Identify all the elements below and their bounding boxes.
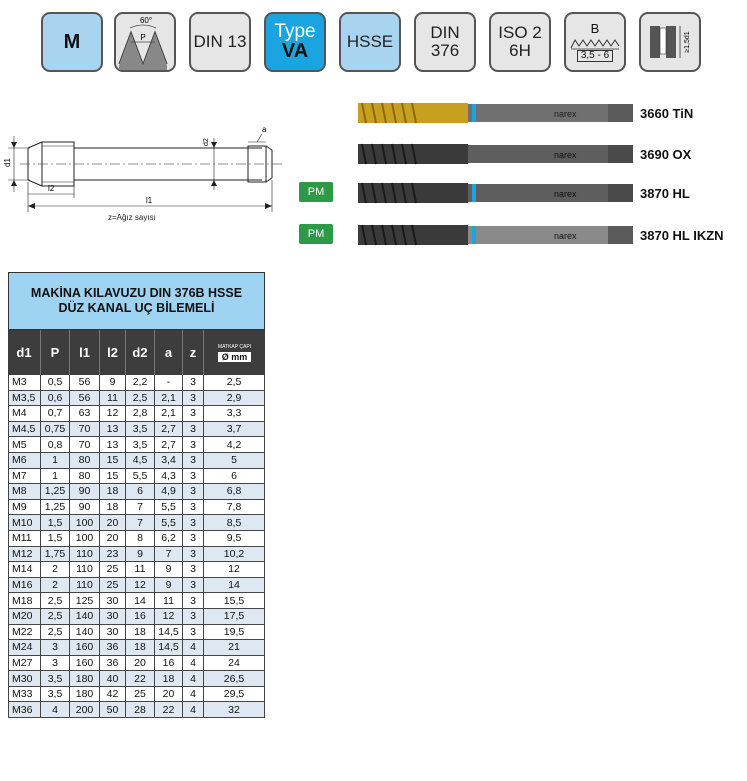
angle-label: 60° xyxy=(139,16,153,25)
thread-profile-icon xyxy=(116,14,174,70)
l2-label: l2 xyxy=(48,184,55,193)
cell-a: 22 xyxy=(155,702,183,718)
col-header-l1: l1 xyxy=(70,330,100,375)
table-row xyxy=(8,562,265,578)
cell-l1: 180 xyxy=(70,671,100,687)
pm-badge: PM xyxy=(299,224,333,244)
col-header-p: P xyxy=(41,330,70,375)
cell-z: 3 xyxy=(183,547,204,563)
cell-z: 3 xyxy=(183,375,204,391)
cell-l2: 36 xyxy=(100,640,126,656)
cell-d2: 20 xyxy=(126,656,155,672)
cell-drill: 3,3 xyxy=(204,406,265,422)
cell-a: 5,5 xyxy=(155,515,183,531)
cell-d1: M20 xyxy=(8,609,41,625)
d1-label: d1 xyxy=(3,158,12,167)
tool-3870-hl-label: 3870 HL xyxy=(640,186,690,201)
cell-z: 3 xyxy=(183,562,204,578)
cell-p: 4 xyxy=(41,702,70,718)
col-header-z: z xyxy=(183,330,204,375)
table-row xyxy=(8,656,265,672)
cell-d1: M22 xyxy=(8,625,41,641)
cell-d1: M12 xyxy=(8,547,41,563)
col-header-d1: d1 xyxy=(8,330,41,375)
cell-drill: 26,5 xyxy=(204,671,265,687)
cell-d2: 6 xyxy=(126,484,155,500)
din13-tile xyxy=(189,12,251,72)
table-row xyxy=(8,609,265,625)
tool-3660-label: 3660 TiN xyxy=(640,106,694,121)
cell-z: 3 xyxy=(183,515,204,531)
cell-p: 2,5 xyxy=(41,625,70,641)
cell-d1: M4 xyxy=(8,406,41,422)
table-header xyxy=(8,330,265,375)
cell-d2: 28 xyxy=(126,702,155,718)
z-caption: z=Ağız sayısı xyxy=(108,213,156,222)
cell-l1: 70 xyxy=(70,422,100,438)
cell-l2: 20 xyxy=(100,515,126,531)
cell-a: 5,5 xyxy=(155,500,183,516)
cell-p: 0,6 xyxy=(41,391,70,407)
cell-drill: 2,5 xyxy=(204,375,265,391)
cell-drill: 29,5 xyxy=(204,687,265,703)
cell-d2: 4,5 xyxy=(126,453,155,469)
cell-a: 2,7 xyxy=(155,422,183,438)
material-tile xyxy=(41,12,103,72)
cell-drill: 9,5 xyxy=(204,531,265,547)
cell-l2: 15 xyxy=(100,453,126,469)
cell-z: 3 xyxy=(183,578,204,594)
cell-z: 3 xyxy=(183,422,204,438)
cell-d1: M14 xyxy=(8,562,41,578)
cell-p: 1,75 xyxy=(41,547,70,563)
col-header-a: a xyxy=(155,330,183,375)
tool-3690-image xyxy=(358,142,633,166)
cell-drill: 12 xyxy=(204,562,265,578)
cell-d2: 7 xyxy=(126,515,155,531)
cell-l1: 180 xyxy=(70,687,100,703)
cell-d1: M8 xyxy=(8,484,41,500)
drill-header-label: MATKAP ÇAPI xyxy=(217,343,252,350)
tool-3870-hl-image xyxy=(358,181,633,205)
cell-l1: 125 xyxy=(70,593,100,609)
cell-d2: 5,5 xyxy=(126,469,155,485)
cell-d1: M33 xyxy=(8,687,41,703)
cell-l2: 23 xyxy=(100,547,126,563)
cell-d2: 22 xyxy=(126,671,155,687)
cell-a: 4,3 xyxy=(155,469,183,485)
table-row xyxy=(8,671,265,687)
cell-d1: M5 xyxy=(8,437,41,453)
cell-d2: 3,5 xyxy=(126,422,155,438)
cell-d2: 7 xyxy=(126,500,155,516)
table-title-line1: MAKİNA KILAVUZU DIN 376B HSSE xyxy=(30,286,243,300)
cell-l2: 9 xyxy=(100,375,126,391)
table-row xyxy=(8,469,265,485)
cell-drill: 6 xyxy=(204,469,265,485)
cell-p: 2,5 xyxy=(41,593,70,609)
cell-z: 3 xyxy=(183,453,204,469)
depth-label: ≥1,5d1 xyxy=(684,31,691,53)
cell-d2: 2,2 xyxy=(126,375,155,391)
cell-l1: 160 xyxy=(70,656,100,672)
cell-p: 2 xyxy=(41,578,70,594)
cell-d2: 25 xyxy=(126,687,155,703)
cell-z: 4 xyxy=(183,687,204,703)
cell-z: 3 xyxy=(183,500,204,516)
cell-l1: 110 xyxy=(70,562,100,578)
cell-p: 3,5 xyxy=(41,687,70,703)
table-title-line2: DÜZ KANAL UÇ BİLEMELİ xyxy=(58,301,215,315)
chamfer-letter: B xyxy=(590,20,600,36)
cell-drill: 5 xyxy=(204,453,265,469)
cell-a: 4,9 xyxy=(155,484,183,500)
cell-l2: 50 xyxy=(100,702,126,718)
cell-l2: 30 xyxy=(100,609,126,625)
cell-l1: 80 xyxy=(70,453,100,469)
cell-a: 18 xyxy=(155,671,183,687)
table-row xyxy=(8,515,265,531)
pitch-label: P xyxy=(140,33,146,42)
depth-tile xyxy=(639,12,701,72)
cell-l2: 25 xyxy=(100,578,126,594)
cell-d1: M16 xyxy=(8,578,41,594)
din376-tile xyxy=(414,12,476,72)
cell-z: 3 xyxy=(183,469,204,485)
table-row xyxy=(8,687,265,703)
table-row xyxy=(8,702,265,718)
hsse-label: HSSE xyxy=(346,32,394,52)
cell-l1: 56 xyxy=(70,391,100,407)
table-row xyxy=(8,531,265,547)
cell-l1: 140 xyxy=(70,609,100,625)
col-header-drill xyxy=(204,330,265,375)
cell-l1: 90 xyxy=(70,484,100,500)
cell-p: 0,75 xyxy=(41,422,70,438)
cell-d1: M11 xyxy=(8,531,41,547)
cell-z: 3 xyxy=(183,437,204,453)
tool-3870-hl-ikzn-image xyxy=(358,222,633,248)
table-title xyxy=(8,272,265,330)
thread-profile-tile xyxy=(114,12,176,72)
cell-drill: 17,5 xyxy=(204,609,265,625)
brand-label: narex xyxy=(554,231,577,241)
cell-a: 14,5 xyxy=(155,640,183,656)
tool-3690-label: 3690 OX xyxy=(640,147,692,162)
cell-drill: 19,5 xyxy=(204,625,265,641)
table-row xyxy=(8,375,265,391)
cell-p: 1,25 xyxy=(41,484,70,500)
cell-p: 0,7 xyxy=(41,406,70,422)
type-code: VA xyxy=(281,40,309,63)
cell-z: 4 xyxy=(183,671,204,687)
brand-label: narex xyxy=(554,189,577,199)
cell-d1: M10 xyxy=(8,515,41,531)
chamfer-icon xyxy=(569,36,621,50)
cell-drill: 10,2 xyxy=(204,547,265,563)
cell-l1: 80 xyxy=(70,469,100,485)
cell-l2: 25 xyxy=(100,562,126,578)
cell-p: 2 xyxy=(41,562,70,578)
cell-d2: 18 xyxy=(126,640,155,656)
cell-drill: 24 xyxy=(204,656,265,672)
cell-d2: 2,5 xyxy=(126,391,155,407)
cell-a: 20 xyxy=(155,687,183,703)
brand-label: narex xyxy=(554,109,577,119)
cell-p: 1,25 xyxy=(41,500,70,516)
cell-p: 1 xyxy=(41,453,70,469)
table-body xyxy=(8,375,265,718)
tool-3870-hl-ikzn-label: 3870 HL IKZN xyxy=(640,228,724,243)
cell-p: 3,5 xyxy=(41,671,70,687)
cell-d1: M36 xyxy=(8,702,41,718)
table-row xyxy=(8,593,265,609)
cell-d2: 2,8 xyxy=(126,406,155,422)
cell-d2: 3,5 xyxy=(126,437,155,453)
cell-d2: 9 xyxy=(126,547,155,563)
cell-a: 3,4 xyxy=(155,453,183,469)
cell-d1: M18 xyxy=(8,593,41,609)
table-row xyxy=(8,453,265,469)
cell-z: 3 xyxy=(183,593,204,609)
cell-a: 9 xyxy=(155,562,183,578)
chamfer-tile xyxy=(564,12,626,72)
table-row xyxy=(8,625,265,641)
cell-d1: M4,5 xyxy=(8,422,41,438)
cell-a: 2,1 xyxy=(155,391,183,407)
cell-p: 0,8 xyxy=(41,437,70,453)
cell-l1: 63 xyxy=(70,406,100,422)
cell-d1: M6 xyxy=(8,453,41,469)
cell-d2: 8 xyxy=(126,531,155,547)
cell-a: 14,5 xyxy=(155,625,183,641)
cell-d1: M9 xyxy=(8,500,41,516)
cell-l1: 70 xyxy=(70,437,100,453)
cell-drill: 32 xyxy=(204,702,265,718)
cell-l2: 30 xyxy=(100,625,126,641)
cell-l2: 11 xyxy=(100,391,126,407)
cell-a: 9 xyxy=(155,578,183,594)
din376-line2: 376 xyxy=(430,41,460,60)
cell-drill: 21 xyxy=(204,640,265,656)
cell-a: 16 xyxy=(155,656,183,672)
cell-l1: 110 xyxy=(70,578,100,594)
table-row xyxy=(8,484,265,500)
table-row xyxy=(8,547,265,563)
type-va-tile xyxy=(264,12,326,72)
cell-l1: 110 xyxy=(70,547,100,563)
din376-line1: DIN xyxy=(430,23,460,43)
cell-p: 1,5 xyxy=(41,531,70,547)
cell-p: 1 xyxy=(41,469,70,485)
cell-drill: 7,8 xyxy=(204,500,265,516)
cell-l2: 13 xyxy=(100,422,126,438)
d2-label: d2 xyxy=(203,138,210,146)
cell-l2: 30 xyxy=(100,593,126,609)
cell-p: 3 xyxy=(41,640,70,656)
cell-a: 7 xyxy=(155,547,183,563)
cell-l2: 12 xyxy=(100,406,126,422)
cell-l2: 42 xyxy=(100,687,126,703)
cell-drill: 2,9 xyxy=(204,391,265,407)
tool-3660-image xyxy=(358,101,633,125)
hsse-tile xyxy=(339,12,401,72)
cell-l1: 140 xyxy=(70,625,100,641)
iso-tile xyxy=(489,12,551,72)
table-row xyxy=(8,640,265,656)
cell-l2: 36 xyxy=(100,656,126,672)
cell-a: 11 xyxy=(155,593,183,609)
drill-diameter-label: Ø mm xyxy=(218,352,252,362)
cell-p: 2,5 xyxy=(41,609,70,625)
cell-z: 4 xyxy=(183,702,204,718)
cell-d1: M27 xyxy=(8,656,41,672)
chamfer-range: 3,5 - 6 xyxy=(577,50,613,63)
cell-d1: M24 xyxy=(8,640,41,656)
cell-z: 3 xyxy=(183,609,204,625)
a-label: a xyxy=(262,125,267,134)
cell-d2: 12 xyxy=(126,578,155,594)
cell-d1: M3,5 xyxy=(8,391,41,407)
col-header-l2: l2 xyxy=(100,330,126,375)
cell-d2: 16 xyxy=(126,609,155,625)
cell-drill: 15,5 xyxy=(204,593,265,609)
cell-a: 6,2 xyxy=(155,531,183,547)
iso-line2: 6H xyxy=(509,41,531,60)
cell-l1: 100 xyxy=(70,531,100,547)
cell-l2: 15 xyxy=(100,469,126,485)
cell-d2: 18 xyxy=(126,625,155,641)
cell-l1: 56 xyxy=(70,375,100,391)
cell-drill: 6,8 xyxy=(204,484,265,500)
cell-z: 4 xyxy=(183,656,204,672)
cell-p: 3 xyxy=(41,656,70,672)
cell-drill: 3,7 xyxy=(204,422,265,438)
cell-z: 3 xyxy=(183,391,204,407)
table-row xyxy=(8,391,265,407)
cell-d1: M7 xyxy=(8,469,41,485)
cell-a: - xyxy=(155,375,183,391)
cell-l2: 18 xyxy=(100,484,126,500)
table-row xyxy=(8,578,265,594)
din13-label: DIN 13 xyxy=(193,32,247,52)
cell-drill: 8,5 xyxy=(204,515,265,531)
table-row xyxy=(8,422,265,438)
cell-l2: 40 xyxy=(100,671,126,687)
cell-z: 3 xyxy=(183,625,204,641)
cell-d2: 11 xyxy=(126,562,155,578)
cell-l1: 90 xyxy=(70,500,100,516)
table-row xyxy=(8,500,265,516)
cell-l2: 20 xyxy=(100,531,126,547)
cell-d2: 14 xyxy=(126,593,155,609)
cell-l1: 160 xyxy=(70,640,100,656)
cell-a: 12 xyxy=(155,609,183,625)
cell-a: 2,7 xyxy=(155,437,183,453)
cell-p: 0,5 xyxy=(41,375,70,391)
cell-z: 3 xyxy=(183,406,204,422)
cell-l2: 13 xyxy=(100,437,126,453)
cell-l2: 18 xyxy=(100,500,126,516)
iso-line1: ISO 2 xyxy=(498,23,542,43)
col-header-d2: d2 xyxy=(126,330,155,375)
cell-p: 1,5 xyxy=(41,515,70,531)
cell-drill: 14 xyxy=(204,578,265,594)
pm-badge: PM xyxy=(299,182,333,202)
cell-d1: M3 xyxy=(8,375,41,391)
cell-a: 2,1 xyxy=(155,406,183,422)
type-word: Type xyxy=(274,20,316,42)
cell-l1: 100 xyxy=(70,515,100,531)
l1-label: l1 xyxy=(146,196,153,205)
table-row xyxy=(8,406,265,422)
brand-label: narex xyxy=(554,150,577,160)
cell-d1: M30 xyxy=(8,671,41,687)
blind-hole-icon xyxy=(644,20,696,64)
cell-l1: 200 xyxy=(70,702,100,718)
table-row xyxy=(8,437,265,453)
cell-z: 4 xyxy=(183,640,204,656)
material-label: M xyxy=(63,30,81,53)
cell-z: 3 xyxy=(183,484,204,500)
cell-z: 3 xyxy=(183,531,204,547)
cell-drill: 4,2 xyxy=(204,437,265,453)
